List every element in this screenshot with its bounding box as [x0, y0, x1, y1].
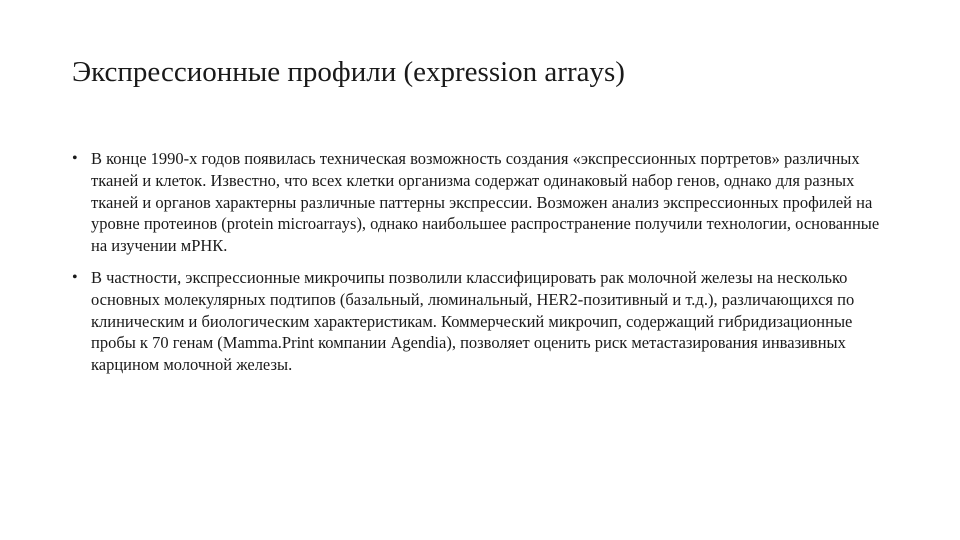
bullet-list	[72, 148, 892, 386]
slide-title: Экспрессионные профили (expression arrays)	[72, 56, 625, 88]
bullet-item-1	[72, 148, 892, 257]
bullet-marker: •	[72, 268, 78, 286]
bullet-item-2	[72, 267, 892, 376]
bullet-text-2: В частности, экспрессионные микрочипы позволили классифицировать рак молочной железы на несколько основных молекулярных подтипов (базальный, люминальный, HER2-позитивный и т.д.), различающихся по клиническим и биологическим характеристикам. Коммерческий микрочип, содержащий гибридизационные пробы к 70 генам (Mamma.Print компании Agendia), позволяет оценить риск метастазирования инвазивных карцином молочной железы.	[91, 267, 855, 375]
bullet-marker: •	[72, 150, 78, 167]
bullet-text-1: В конце 1990-х годов появилась техническая возможность создания «экспрессионных портретов» различных тканей и клеток. Известно, что всех клетки организма содержат одинаковый набор генов, однако для разных тканей и органов характерны различные паттерны экспрессии. Возможен анализ экспрессионных профилей на уровне протеинов (protein microarrays), однако наибольшее распространение получили технологии, основанные на изучении мРНК.	[91, 149, 880, 256]
